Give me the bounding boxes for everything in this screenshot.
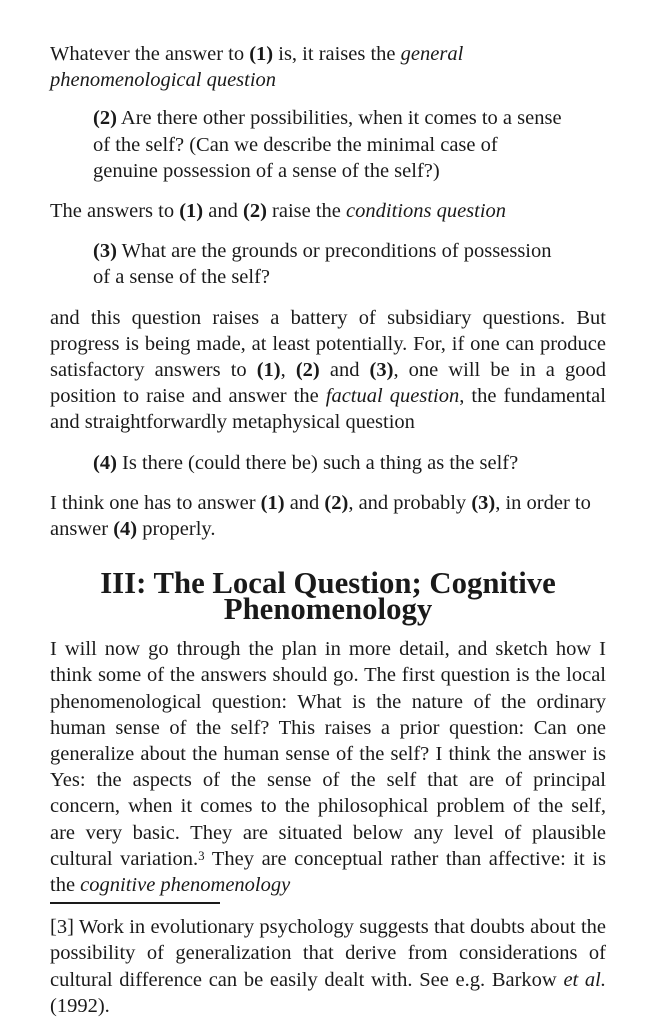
question-text: What are the grounds or preconditions of possession of a sense of the self? — [93, 240, 552, 289]
footnote-3 — [50, 914, 606, 1019]
question-ref: (4) — [113, 518, 138, 541]
question-ref: (1) — [260, 491, 285, 514]
text: Whatever the answer to — [50, 43, 250, 65]
question-number: (4) — [93, 451, 117, 474]
section-heading: III: The Local Question; Cognitive Phenomenology — [100, 566, 556, 627]
text: , in order to answer — [50, 491, 591, 541]
question-ref: (1) — [249, 43, 274, 65]
footnote-marker[interactable]: 3 — [198, 847, 205, 863]
paragraph-answer-order — [50, 490, 606, 542]
footnote-text: Work in evolutionary psychology suggests that doubts about the possibility of generalization that derive from considerations of cultural difference can be easily dealt with. See e.g. Barkow — [50, 916, 606, 991]
footnote-text: (1992). — [50, 994, 110, 1017]
italic-term: factual question — [325, 385, 460, 408]
text: , the fundamental and straightforwardly metaphysical question — [50, 385, 606, 434]
italic-term: conditions question — [346, 200, 507, 223]
question-ref: (2) — [295, 359, 320, 382]
text: , and probably — [348, 491, 472, 514]
text: and — [284, 491, 325, 514]
text: , one will be in a good position to raise and answer the — [50, 359, 606, 408]
text: properly. — [137, 518, 216, 541]
question-text: Are there other possibilities, when it comes to a sense of the self? (Can we describe the minimal case of genuine possession of a sense of the self?) — [93, 107, 562, 182]
question-ref: (3) — [369, 359, 394, 382]
question-text: Is there (could there be) such a thing as the self? — [116, 451, 519, 474]
question-number: (3) — [93, 240, 117, 263]
page-content — [50, 41, 606, 1019]
text: I will now go through the plan in more detail, and sketch how I think some of the answers should go. The first question is the local phenomenological question: What is the nature of the ordinary human sense of the self? This raises a prior question: Can one generalize about the human sense of the self? I think the answer is Yes: the aspects of the sense of the self that are of principal concern, when it comes to the philosophical problem of the self, are very basic. They are situated below any level of plausible cultural variation. — [50, 638, 606, 870]
italic-term: et al. — [563, 968, 607, 991]
question-4-block — [93, 450, 563, 476]
question-2-block — [93, 105, 563, 184]
paragraph-subsidiary-questions — [50, 305, 606, 436]
question-ref: (1) — [179, 200, 204, 223]
question-ref: (1) — [256, 359, 281, 382]
text: raise the — [266, 200, 347, 223]
text: , — [280, 359, 296, 382]
question-ref: (2) — [243, 200, 267, 223]
text: They are conceptual rather than affective: it is the — [50, 847, 606, 897]
text: and — [203, 200, 243, 223]
text: The answers to — [50, 200, 180, 223]
paragraph-conditions-question — [50, 198, 606, 224]
footnote-label: [3] — [50, 916, 74, 939]
italic-term: cognitive phenomenology — [80, 874, 291, 897]
question-ref: (3) — [471, 491, 496, 514]
text: and — [319, 359, 370, 382]
paragraph-general-question — [50, 41, 606, 93]
text: I think one has to answer — [50, 491, 261, 514]
question-number: (2) — [93, 107, 117, 130]
italic-term: general phenomenological question — [50, 43, 464, 92]
paragraph-local-question — [50, 636, 606, 898]
question-3-block — [93, 238, 563, 290]
text: and this question raises a battery of subsidiary questions. But progress is being made, at least potentially. For, if one can produce satisfactory answers to — [50, 306, 606, 382]
question-ref: (2) — [324, 491, 349, 514]
text: is, it raises the — [273, 43, 401, 65]
